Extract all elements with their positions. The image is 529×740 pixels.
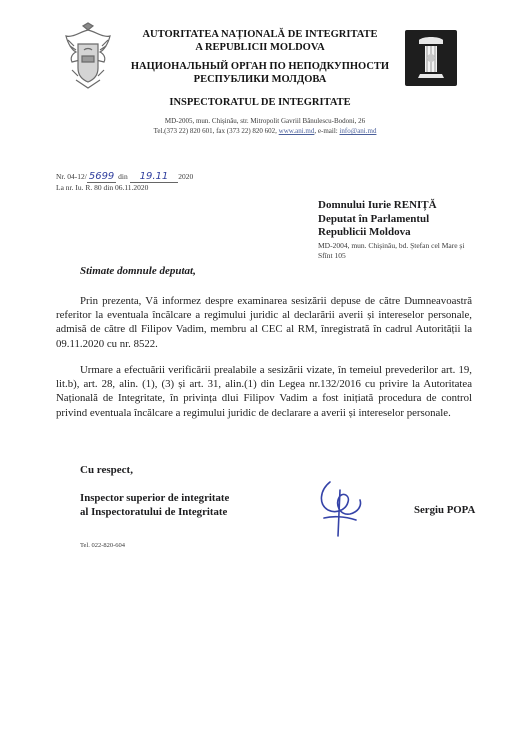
header-contacts [90,127,440,136]
email-label: , e-mail: [314,127,340,135]
handwritten-date: 19.11 [130,171,179,183]
email-link[interactable]: info@ani.md [339,127,377,135]
salutation: Stimate domnule deputat, [80,265,196,277]
reference-number-prefix: Nr. 04-12/ [56,172,87,181]
recipient-title: Deputat în Parlamentul [318,212,430,225]
body-paragraph-1: Prin prezenta, Vă informez despre examinarea sesizării depuse de către Dumneavoastră referitor la eventuala încălcare a regimului juridic al declarării averii și intereselor personale, admisă de către dl Filipov Vadim, membru al CEC al RM, înregistrată în cadrul Autorității la 09.11.2020 cu nr. 8522. [56,295,472,350]
website-link[interactable]: www.ani.md [278,127,315,135]
recipient-institution: Republicii Moldova [318,226,411,238]
header-phone-fax: Tel.(373 22) 820 601, fax (373 22) 820 602, [153,127,279,135]
reference-number-line [56,172,193,181]
department-name: INSPECTORATUL DE INTEGRITATE [169,97,351,108]
handwritten-reference-number: 5699 [88,171,115,182]
reference-din-label: din [118,172,128,181]
signatory-title-line1: Inspector superior de integritate [80,492,230,504]
contact-phone: Tel. 022-820-604 [80,542,126,549]
closing-regards: Cu respect, [80,464,133,476]
org-name-ru-line1: НАЦИОНАЛЬНЫЙ ОРГАН ПО НЕПОДКУПНОСТИ [130,61,390,72]
reference-year: 2020 [178,172,194,181]
handwritten-signature [310,470,370,542]
signatory-title-line2: al Inspectoratului de Integritate [80,506,228,518]
reference-incoming-line: La nr. Iu. R. 80 din 06.11.2020 [56,183,149,192]
header-address: MD-2005, mun. Chișinău, str. Mitropolit Gavriil Bănulescu-Bodoni, 26 [164,117,366,125]
signatory-name: Sergiu POPA [414,504,476,516]
recipient-name: Domnului Iurie RENIȚĂ [318,199,437,211]
body-paragraph-2: Urmare a efectuării verificării prealabile a sesizării vizate, în temeiul prevederilor art. 19, lit.b), art. 28, alin. (1), (3) și art. 31, alin.(1) din Legea nr.132/2016 cu privire la Autoritatea Națională de Integritate, în privința dlui Filipov Vadim a fost inițiată procedura de control privind eventuala încălcare a regimului juridic de declarare a averii și intereselor personale. [56,364,472,419]
org-name-ro-line1: AUTORITATEA NAȚIONALĂ DE INTEGRITATE [142,29,378,40]
moldova-coat-of-arms-logo [62,22,114,94]
org-name-ro-line2: A REPUBLICII MOLDOVA [195,42,325,53]
org-name-ru-line2: РЕСПУБЛИКИ МОЛДОВА [193,74,327,85]
recipient-address-line1: MD-2004, mun. Chișinău, bd. Ștefan cel Mare și [318,241,465,250]
ani-emblem-logo [405,30,457,86]
recipient-address-line2: Sfînt 105 [318,251,346,260]
